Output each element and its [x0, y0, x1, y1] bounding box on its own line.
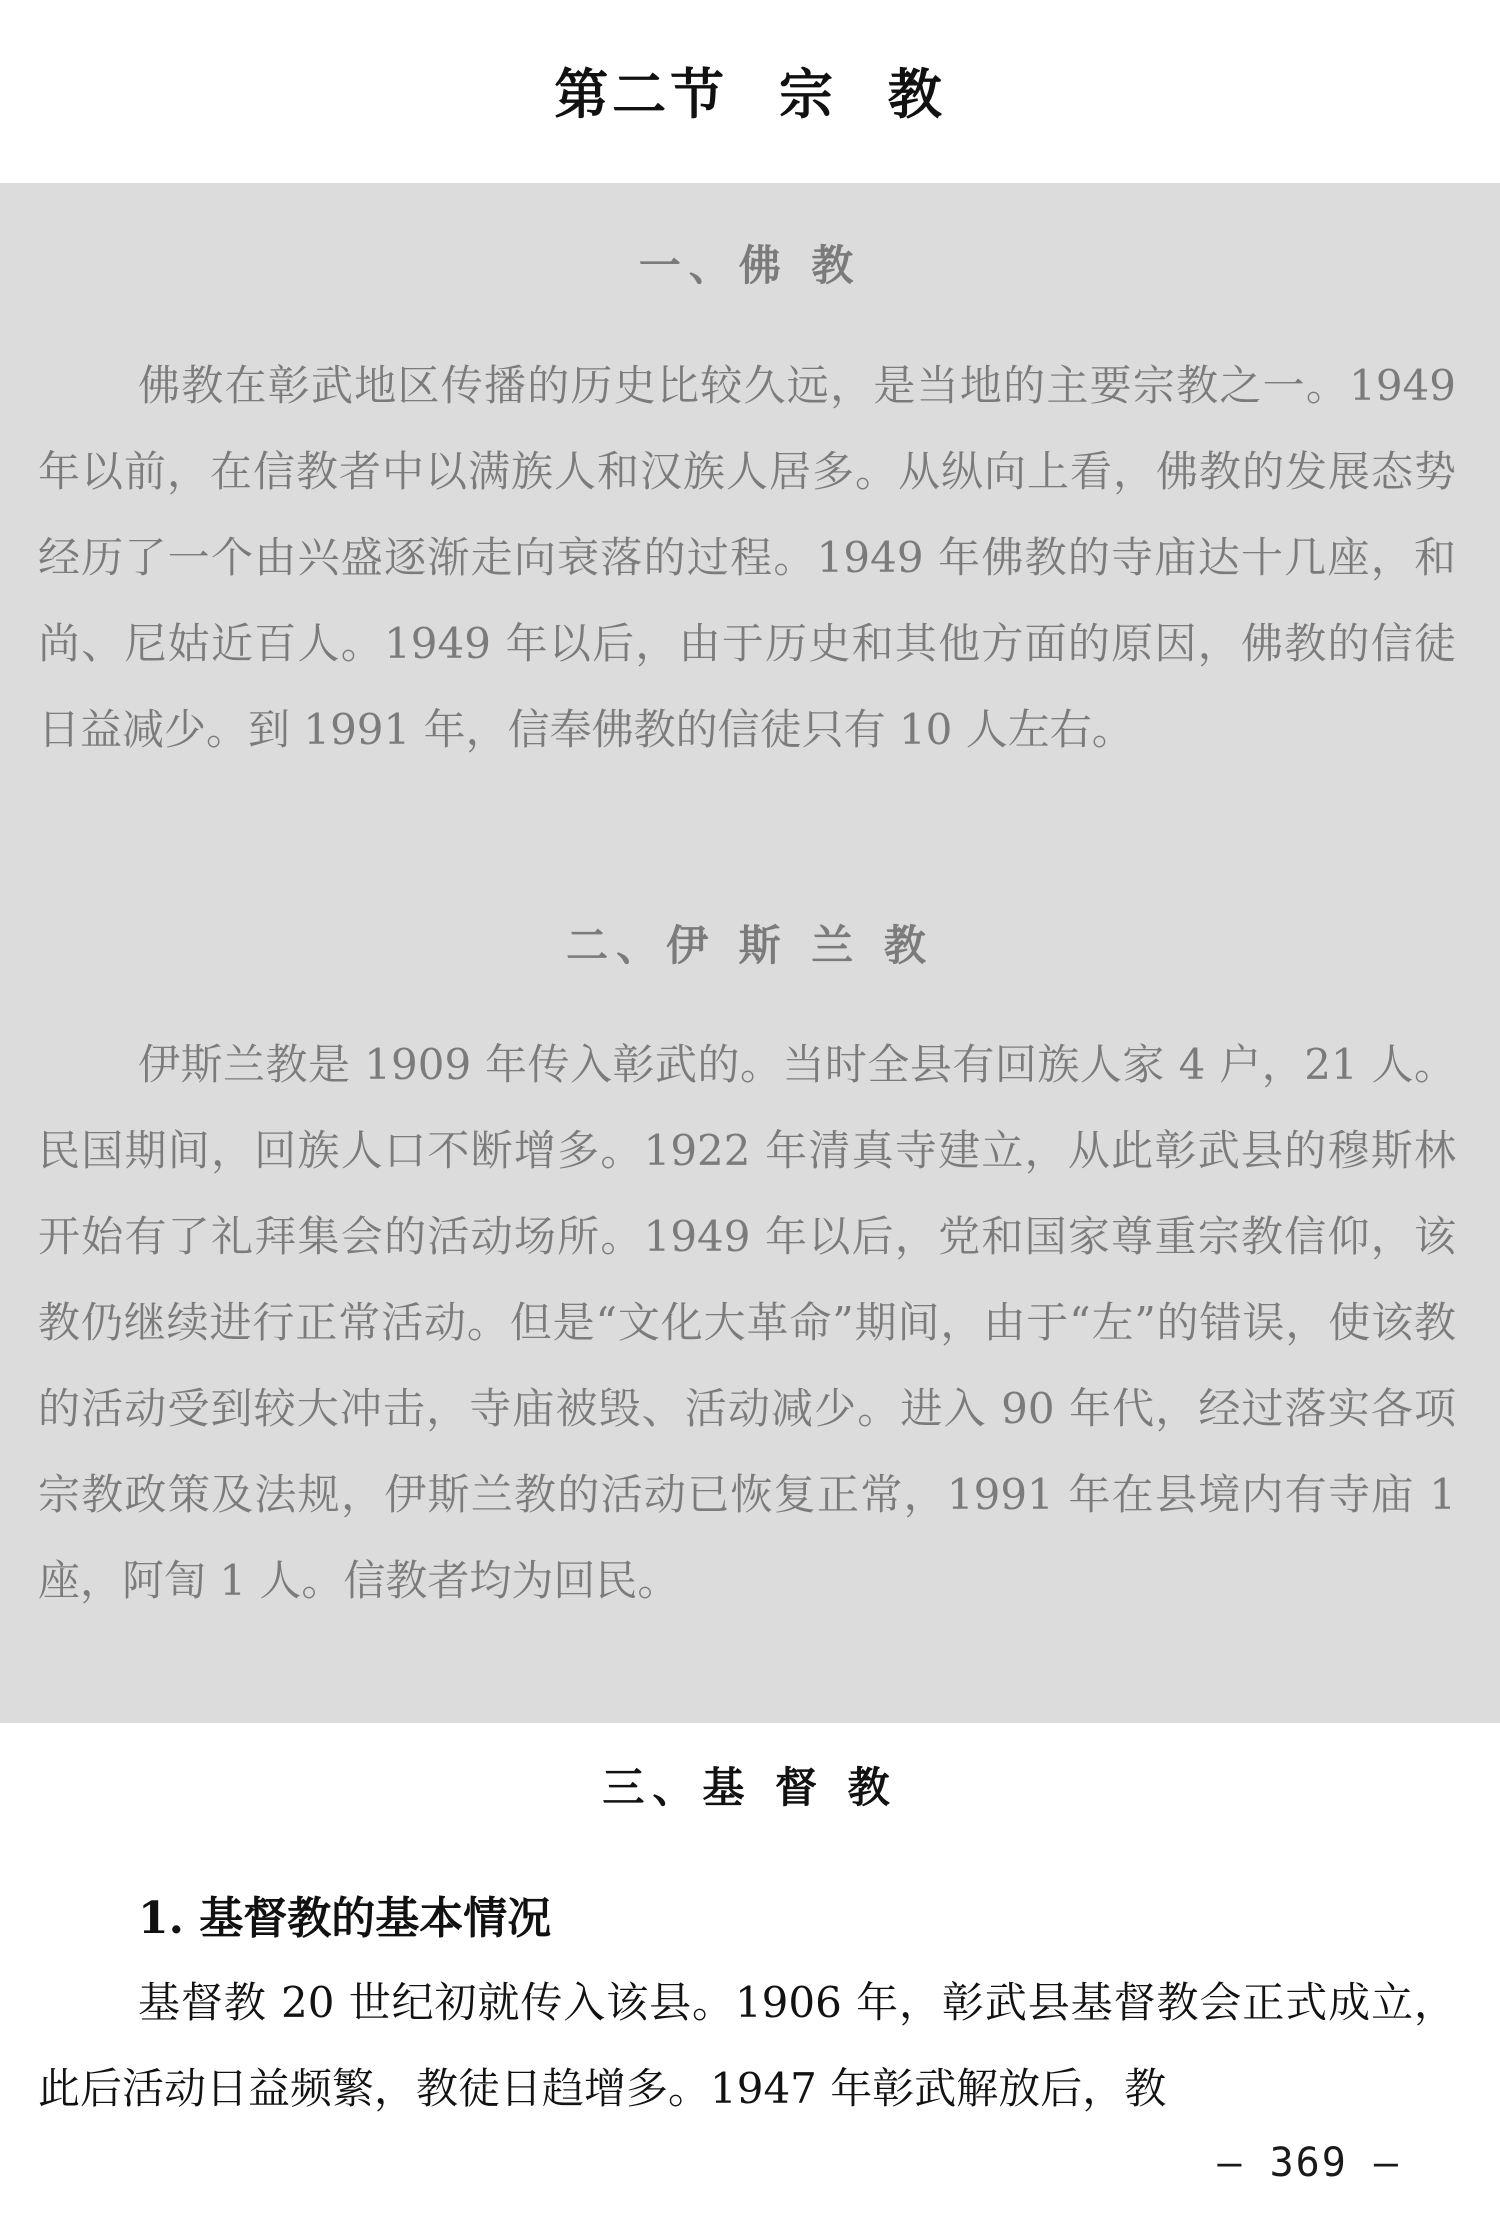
chapter-title: 第二节 宗 教 — [554, 62, 946, 126]
subheading-christianity-overview: 1. 基督教的基本情况 — [138, 1893, 552, 1944]
paragraph-islam: 伊斯兰教是 1909 年传入彰武的。当时全县有回族人家 4 户，21 人。民国期间，回族人口不断增多。1922 年清真寺建立，从此彰武县的穆斯林开始有了礼拜集会的活动场所。1949 年以后，党和国家尊重宗教信仰，该教仍继续进行正常活动。但是“文化大革命”期间，由于“左”的错误，使该教的活动受到较大冲击，寺庙被毁、活动减少。进入 90 年代，经过落实各项宗教政策及法规，伊斯兰教的活动已恢复正常，1991 年在县境内有寺庙 1 座，阿訇 1 人。信教者均为回民。 — [38, 1040, 1456, 1605]
paragraph-christianity: 基督教 20 世纪初就传入该县。1906 年，彰武县基督教会正式成立，此后活动日益频繁，教徒日趋增多。1947 年彰武解放后，教 — [38, 1978, 1456, 2113]
section-heading-christianity: 三、基 督 教 — [602, 1763, 898, 1812]
section-heading-islam: 二、伊 斯 兰 教 — [566, 921, 934, 970]
page-number: — 369 — — [1217, 2140, 1400, 2186]
section-heading-buddhism: 一、佛 教 — [638, 241, 862, 290]
paragraph-buddhism: 佛教在彰武地区传播的历史比较久远，是当地的主要宗教之一。1949 年以前，在信教者中以满族人和汉族人居多。从纵向上看，佛教的发展态势经历了一个由兴盛逐渐走向衰落的过程。1949 年佛教的寺庙达十几座，和尚、尼姑近百人。1949 年以后，由于历史和其他方面的原因，佛教的信徒日益减少。到 1991 年，信奉佛教的信徒只有 10 人左右。 — [38, 361, 1456, 754]
